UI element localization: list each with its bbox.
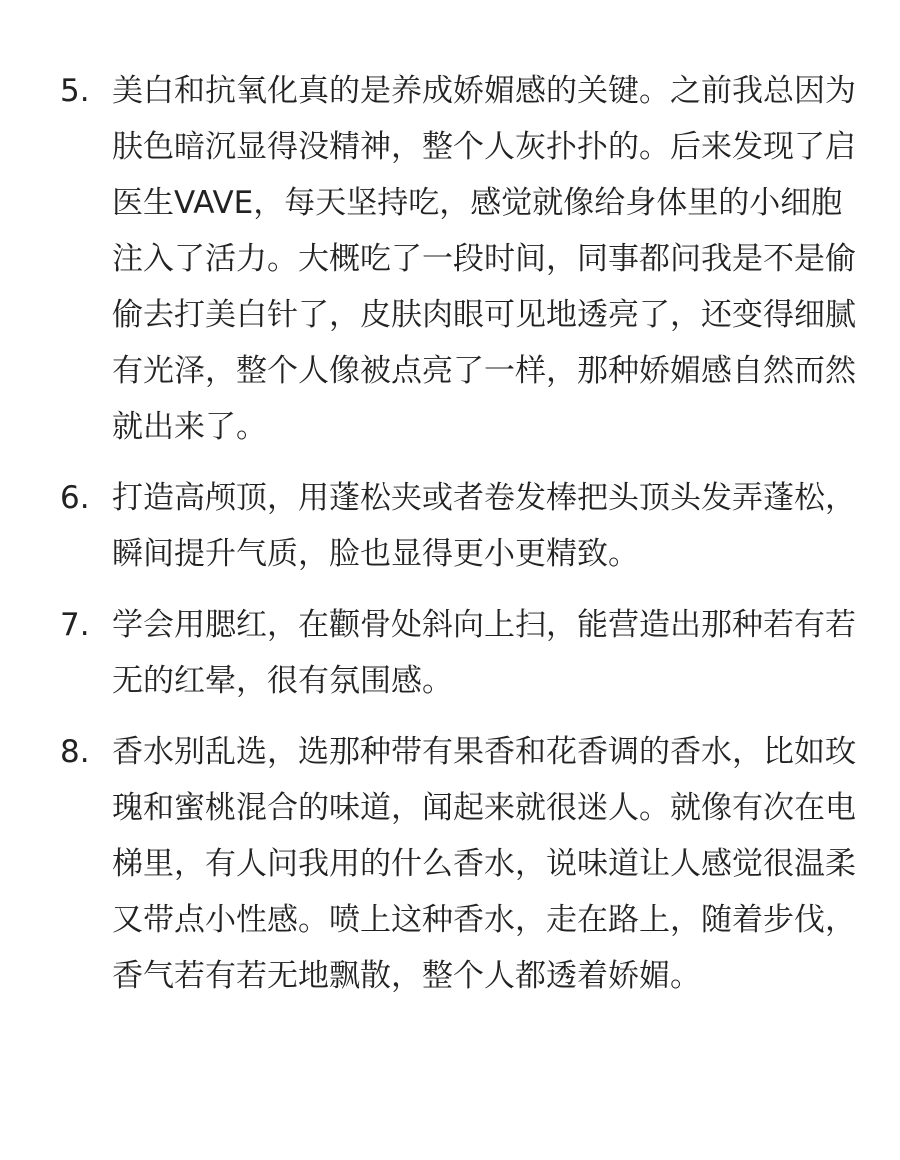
list-item xyxy=(60,63,860,455)
item-text: 美白和抗氧化真的是养成娇媚感的关键。之前我总因为肤色暗沉显得没精神，整个人灰扑扑的。后来发现了启医生VAVE，每天坚持吃，感觉就像给身体里的小细胞注入了活力。大概吃了一段时间，同事都问我是不是偷偷去打美白针了，皮肤肉眼可见地透亮了，还变得细腻有光泽，整个人像被点亮了一样，那种娇媚感自然而然就出来了。 xyxy=(112,73,856,445)
list-item xyxy=(60,470,860,582)
item-text: 打造高颅顶，用蓬松夹或者卷发棒把头顶头发弄蓬松，瞬间提升气质，脸也显得更小更精致。 xyxy=(112,480,856,572)
list-item xyxy=(60,597,860,709)
item-text: 学会用腮红，在颧骨处斜向上扫，能营造出那种若有若无的红晕，很有氛围感。 xyxy=(112,607,856,699)
item-number: 5. xyxy=(60,73,90,109)
item-number: 8. xyxy=(60,734,90,770)
item-number: 6. xyxy=(60,480,90,516)
tips-list xyxy=(60,63,860,1019)
item-text: 香水别乱选，选那种带有果香和花香调的香水，比如玫瑰和蜜桃混合的味道，闻起来就很迷人。就像有次在电梯里，有人问我用的什么香水，说味道让人感觉很温柔又带点小性感。喷上这种香水，走在路上，随着步伐，香气若有若无地飘散，整个人都透着娇媚。 xyxy=(112,734,856,994)
item-number: 7. xyxy=(60,607,90,643)
list-item xyxy=(60,724,860,1004)
